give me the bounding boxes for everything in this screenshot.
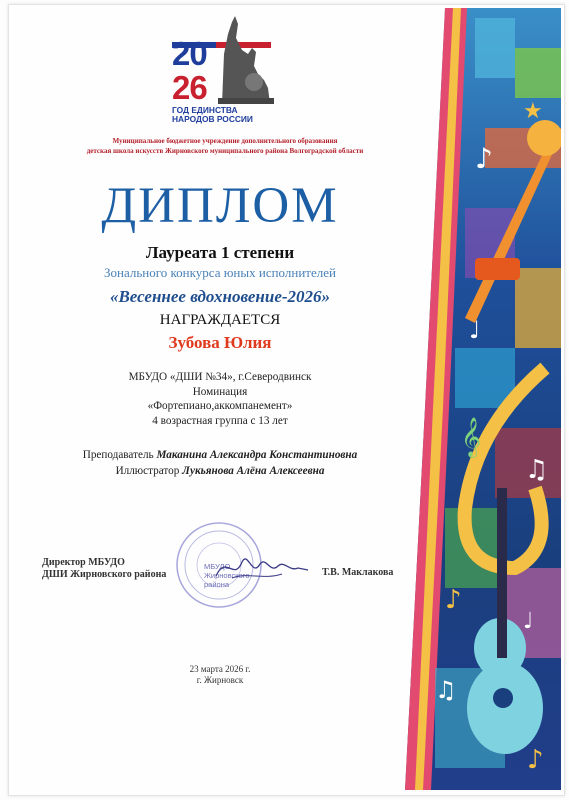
logo-year-bottom: 26 — [172, 69, 207, 106]
director-title-line1: Директор МБУДО — [42, 557, 125, 568]
institution-name — [60, 136, 390, 156]
music-art-panel — [405, 8, 561, 790]
stamp-line3: района — [204, 580, 230, 589]
teacher-line — [20, 448, 420, 464]
nomination-label: Номинация — [192, 385, 248, 398]
year-of-unity-logo — [172, 14, 284, 124]
accompanist-label: Иллюстратор — [115, 464, 180, 477]
accompanist-name: Лукьянова Алёна Алексеевна — [182, 464, 325, 477]
logo-caption-line2: НАРОДОВ РОССИИ — [172, 114, 253, 124]
contest-description: Зонального конкурса юных исполнителей — [104, 265, 336, 280]
svg-text:♪: ♪ — [527, 745, 544, 775]
winner-name: Зубова Юлия — [168, 333, 272, 352]
date-place — [140, 664, 300, 686]
laureate-degree: Лауреата 1 степени — [145, 243, 295, 262]
participant-details — [40, 370, 400, 428]
music-instruments-illustration — [405, 8, 561, 790]
logo-caption-line1: ГОД ЕДИНСТВА — [172, 105, 238, 115]
svg-text:♫: ♫ — [435, 676, 457, 704]
signature-scribble — [212, 548, 312, 588]
logo-caption — [172, 106, 287, 124]
contest-name: «Весеннее вдохновение-2026» — [109, 287, 331, 306]
institution-line2: детская школа искусств Жирновского муниципального района Волгоградской области — [86, 147, 364, 155]
school-name: МБУДО «ДШИ №34», г.Северодвинск — [128, 371, 312, 383]
logo-year-top: 20 — [172, 35, 207, 72]
teacher-name: Маканина Александра Константиновна — [156, 449, 358, 461]
diploma-title: ДИПЛОМ — [101, 178, 339, 234]
nomination-value: «Фортепиано,аккомпанемент» — [147, 400, 293, 412]
director-signature — [212, 548, 312, 588]
stamp-line1: МБУДО — [204, 562, 231, 571]
stamp-line2: Жирновского — [204, 571, 250, 580]
svg-text:♩: ♩ — [469, 316, 481, 344]
svg-text:♪: ♪ — [475, 142, 493, 175]
staff-credits — [20, 448, 420, 479]
accompanist-line — [20, 464, 420, 480]
svg-text:♫: ♫ — [525, 455, 549, 485]
director-title-line2: ДШИ Жирновского района — [42, 569, 167, 580]
age-group: 4 возрастная группа с 13 лет — [152, 414, 288, 427]
institution-line1: Муниципальное бюджетное учреждение дополнительного образования — [112, 137, 338, 145]
director-name: Т.В. Маклакова — [322, 567, 394, 578]
teacher-label: Преподаватель — [82, 449, 154, 461]
svg-text:♩: ♩ — [523, 609, 534, 634]
svg-text:★: ★ — [523, 99, 543, 124]
issue-place: г. Жирновск — [196, 675, 244, 685]
svg-text:𝄞: 𝄞 — [461, 417, 482, 457]
svg-text:♪: ♪ — [445, 585, 462, 615]
awarded-label: НАГРАЖДАЕТСЯ — [159, 312, 281, 328]
issue-date: 23 марта 2026 г. — [189, 664, 251, 674]
